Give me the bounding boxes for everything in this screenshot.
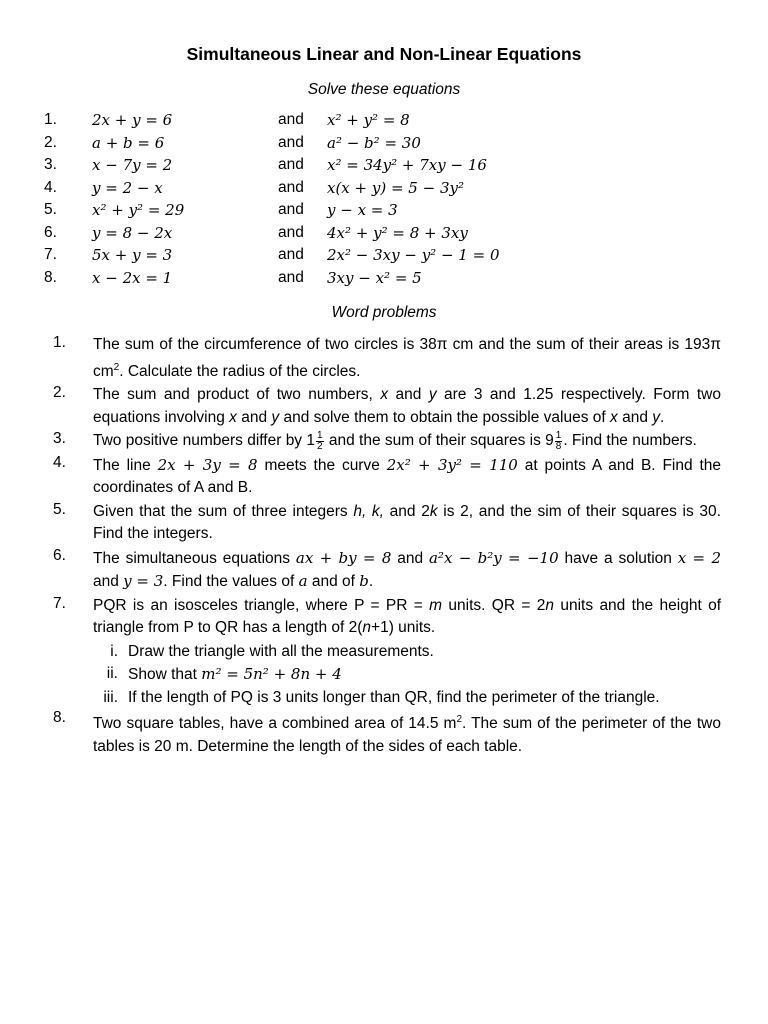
word-problem — [0, 547, 768, 594]
word-problem — [0, 454, 768, 500]
equation-right: x(x + y) = 5 − 3y² — [327, 178, 464, 197]
equation-row — [0, 179, 768, 201]
equation-and: and — [278, 156, 304, 173]
problem-text: Two square tables, have a combined area of 14.5 $m^2$. The sum of the perimeter of the two tables is 20 m. Determine the length of the sides of each table. — [93, 714, 721, 755]
sub-question-number: iii. — [103, 688, 118, 706]
equation-number: 5. — [44, 201, 57, 218]
equation-right: 4x² + y² = 8 + 3xy — [327, 223, 468, 242]
word-problem — [0, 384, 768, 429]
equation-number: 8. — [44, 268, 57, 286]
equation-row — [0, 224, 768, 246]
word-problem — [0, 709, 768, 758]
equation-left: y = 2 − x — [92, 178, 163, 197]
equation-and: and — [278, 133, 304, 151]
equation-number: 2. — [44, 133, 57, 151]
equation-row — [0, 246, 768, 268]
problem-number: 6. — [53, 546, 66, 564]
equation-right: y − x = 3 — [327, 201, 398, 219]
problem-number: 3. — [53, 430, 66, 448]
equation-left: 5x + y = 3 — [92, 246, 173, 264]
equation-row — [0, 111, 768, 133]
equation-left: 2x + y = 6 — [92, 111, 173, 129]
equations-subtitle: Solve these equations — [307, 81, 461, 98]
sub-question-number: ii. — [106, 665, 118, 683]
problem-number: 7. — [53, 594, 66, 612]
equation-number: 4. — [44, 178, 57, 196]
problem-text: The simultaneous equations ax + by = 8 and a²x − b²y = −10 have a solution x = 2 and y = 3. Find the values of a and of b. — [93, 548, 722, 591]
equation-and: and — [278, 178, 304, 196]
fraction: $\frac{1}{8}$ — [555, 429, 562, 452]
fraction: $\frac{1}{2}$ — [317, 429, 323, 452]
problem-text: PQR is an isosceles triangle, where P = PR = m units. QR = 2n units and the height of triangle from P to QR has a length of 2(n+1) units. — [93, 596, 722, 637]
equation-right: a² − b² = 30 — [327, 133, 421, 152]
equation-left: x² + y² = 29 — [92, 201, 185, 219]
equation-row — [0, 269, 768, 291]
word-problem — [0, 501, 768, 546]
sub-question-text: Show that m² = 5n² + 8n + 4 — [128, 665, 342, 684]
sub-question — [0, 663, 768, 687]
sub-question-number: i. — [110, 642, 118, 660]
equation-and: and — [278, 223, 304, 241]
page-title: Simultaneous Linear and Non-Linear Equations — [186, 44, 582, 64]
equation-left: a + b = 6 — [92, 133, 165, 152]
equation-row — [0, 134, 768, 156]
problem-number: 4. — [53, 453, 66, 471]
equation-and: and — [278, 111, 304, 128]
equation-row — [0, 201, 768, 223]
equation-and: and — [278, 268, 304, 286]
sub-question-text: If the length of PQ is 3 units longer than QR, find the perimeter of the triangle. — [128, 688, 660, 706]
problem-text: The line 2x + 3y = 8 meets the curve 2x² + 3y² = 110 at points A and B. Find the coordinates of A and B. — [93, 455, 722, 497]
equation-left: y = 8 − 2x — [92, 223, 173, 242]
problem-text: The sum of the circumference of two circles is 38π cm and the sum of their areas is 193π $cm^2$. Calculate the radius of the circles. — [93, 336, 721, 380]
equation-number: 1. — [44, 111, 57, 128]
word-problem — [0, 430, 768, 453]
word-problems-subtitle: Word problems — [331, 304, 437, 321]
problem-text: Two positive numbers differ by 1 $\frac{1}{2}$ and the sum of their squares is 9 $\frac{1}{8}$ . Find the numbers. — [93, 429, 697, 452]
equation-number: 3. — [44, 156, 57, 173]
problem-text: Given that the sum of three integers h, k, and 2k is 2, and the sim of their squares is 30. Find the integers. — [93, 502, 721, 543]
equation-row — [0, 156, 768, 178]
sub-question-text: Draw the triangle with all the measurements. — [128, 642, 434, 660]
equation-right: 3xy − x² = 5 — [327, 268, 422, 287]
word-problems-list — [0, 334, 768, 759]
sub-question — [0, 687, 768, 710]
problem-number: 5. — [53, 500, 66, 518]
word-problem — [0, 334, 768, 383]
equation-left: x − 2x = 1 — [92, 268, 173, 287]
problem-text: The sum and product of two numbers, x and y are 3 and 1.25 respectively. Form two equations involving x and y and solve them to obtain the possible values of x and y. — [93, 386, 721, 426]
equation-and: and — [278, 246, 304, 263]
problem-number: 2. — [53, 384, 66, 402]
sub-question — [0, 641, 768, 664]
equation-number: 6. — [44, 223, 57, 241]
problem-number: 8. — [53, 709, 66, 727]
equation-number: 7. — [44, 246, 57, 263]
equation-and: and — [278, 201, 304, 218]
equation-right: 2x² − 3xy − y² − 1 = 0 — [327, 246, 500, 264]
equation-right: x² = 34y² + 7xy − 16 — [327, 156, 487, 174]
equation-right: x² + y² = 8 — [327, 111, 410, 129]
word-problem — [0, 595, 768, 640]
equation-left: x − 7y = 2 — [92, 156, 173, 174]
problem-number: 1. — [53, 334, 66, 351]
